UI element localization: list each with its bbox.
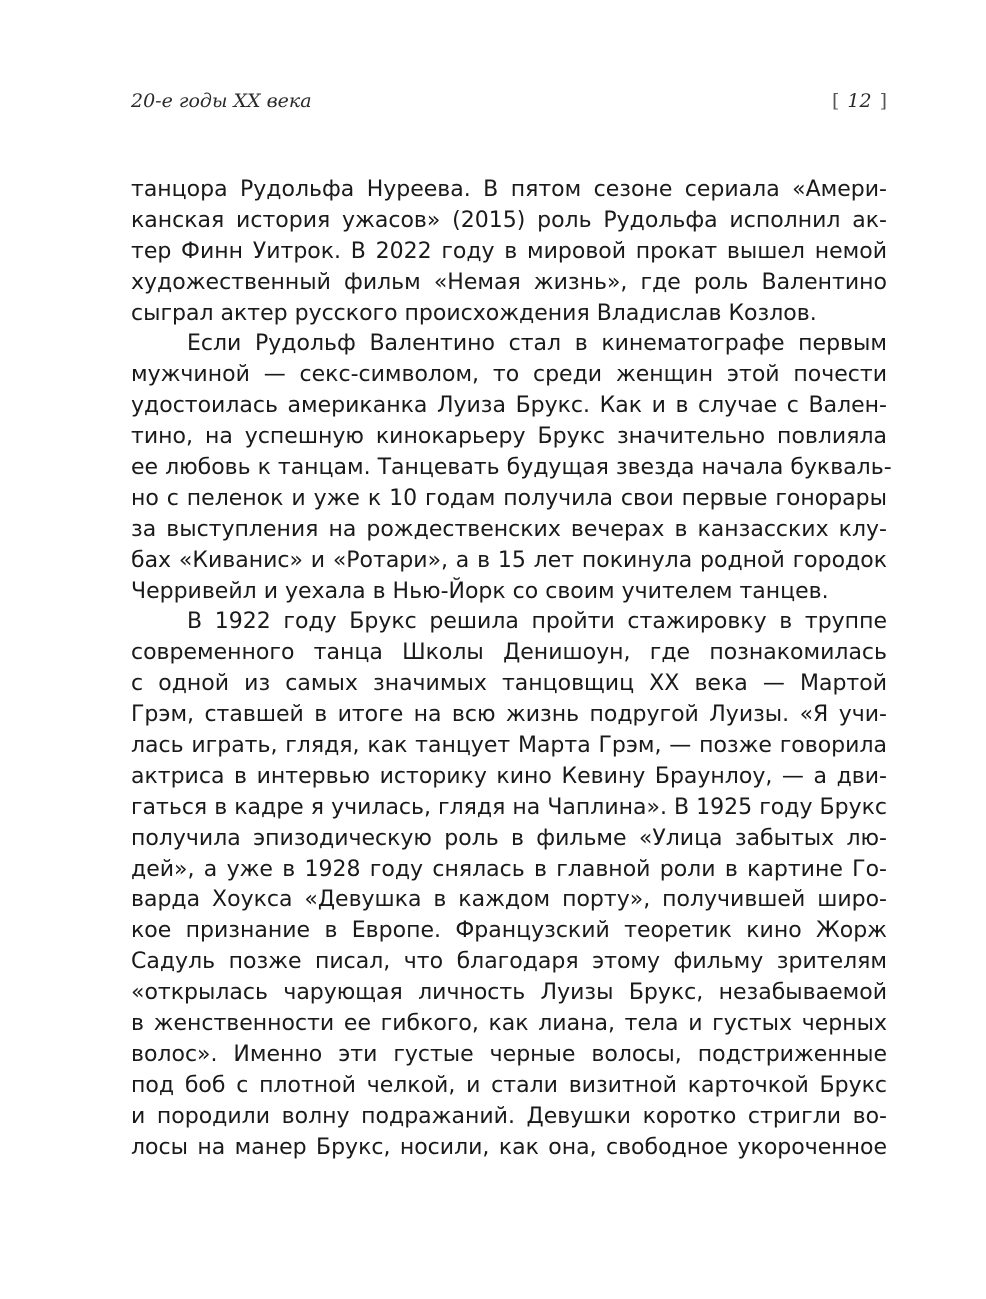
text-line: кое признание в Европе. Французский теоретик кино Жорж	[131, 918, 887, 944]
text-line: в женственности ее гибкого, как лиана, тела и густых черных	[131, 1011, 887, 1037]
running-head	[131, 86, 887, 116]
text-line: Черривейл и уехала в Нью-Йорк со своим учителем танцев.	[131, 578, 829, 604]
body-text	[131, 175, 892, 1164]
text-line: тино, на успешную кинокарьеру Брукс значительно повлияла	[131, 424, 887, 450]
text-line: под боб с плотной челкой, и стали визитной карточкой Брукс	[131, 1072, 887, 1098]
text-line: но с пеленок и уже к 10 годам получила свои первые гонорары	[131, 485, 887, 511]
text-line: ее любовь к танцам. Танцевать будущая звезда начала букваль-	[131, 455, 892, 481]
text-line: варда Хоукса «Девушка в каждом порту», получившей широ-	[131, 887, 887, 913]
text-line: тер Финн Уитрок. В 2022 году в мировой прокат вышел немой	[131, 238, 887, 264]
text-line: «открылась чарующая личность Луизы Брукс, незабываемой	[131, 980, 887, 1006]
text-line: сыграл актер русского происхождения Владислав Козлов.	[131, 300, 817, 326]
text-line: получила эпизодическую роль в фильме «Улица забытых лю-	[131, 825, 887, 851]
text-line: канская история ужасов» (2015) роль Рудольфа исполнил ак-	[131, 207, 887, 233]
text-line: современного танца Школы Денишоун, где познакомилась	[131, 640, 887, 666]
folio-bracket-open: [	[831, 90, 840, 112]
text-line: лосы на манер Брукс, носили, как она, свободное укороченное	[131, 1134, 887, 1160]
folio-bracket-close: ]	[879, 90, 887, 112]
text-line: Грэм, ставшей в итоге на всю жизнь подругой Луизы. «Я учи-	[131, 702, 887, 728]
text-line: художественный фильм «Немая жизнь», где роль Валентино	[131, 269, 887, 295]
text-line: и породили волну подражаний. Девушки коротко стригли во-	[131, 1103, 887, 1129]
text-line: волос». Именно эти густые черные волосы, подстриженные	[131, 1041, 887, 1067]
text-line: гаться в кадре я училась, глядя на Чаплина». В 1925 году Брукс	[131, 794, 887, 820]
chapter-title: 20-е годы XX века	[131, 90, 312, 112]
text-line: бах «Киванис» и «Ротари», а в 15 лет покинула родной городок	[131, 547, 887, 573]
text-line: мужчиной — секс-символом, то среди женщин этой почести	[131, 362, 887, 388]
text-line: лась играть, глядя, как танцует Марта Грэм, — позже говорила	[131, 733, 887, 759]
text-line: дей», а уже в 1928 году снялась в главной роли в картине Го-	[131, 856, 887, 882]
text-line: с одной из самых значимых танцовщиц XX века — Мартой	[131, 671, 887, 697]
text-line: актриса в интервью историку кино Кевину Браунлоу, — а дви-	[131, 763, 887, 789]
folio-number: 12	[847, 90, 872, 112]
text-line: удостоилась американка Луиза Брукс. Как и в случае с Вален-	[131, 393, 887, 419]
page-number	[832, 90, 887, 112]
paragraph-first-line: Если Рудольф Валентино стал в кинематографе первым	[187, 331, 887, 357]
paragraph-first-line: В 1922 году Брукс решила пройти стажировку в труппе	[187, 609, 887, 635]
text-line: танцора Рудольфа Нуреева. В пятом сезоне сериала «Амери-	[131, 177, 887, 202]
text-line: Садуль позже писал, что благодаря этому фильму зрителям	[131, 949, 887, 975]
text-line: за выступления на рождественских вечерах в канзасских клу-	[131, 516, 887, 542]
